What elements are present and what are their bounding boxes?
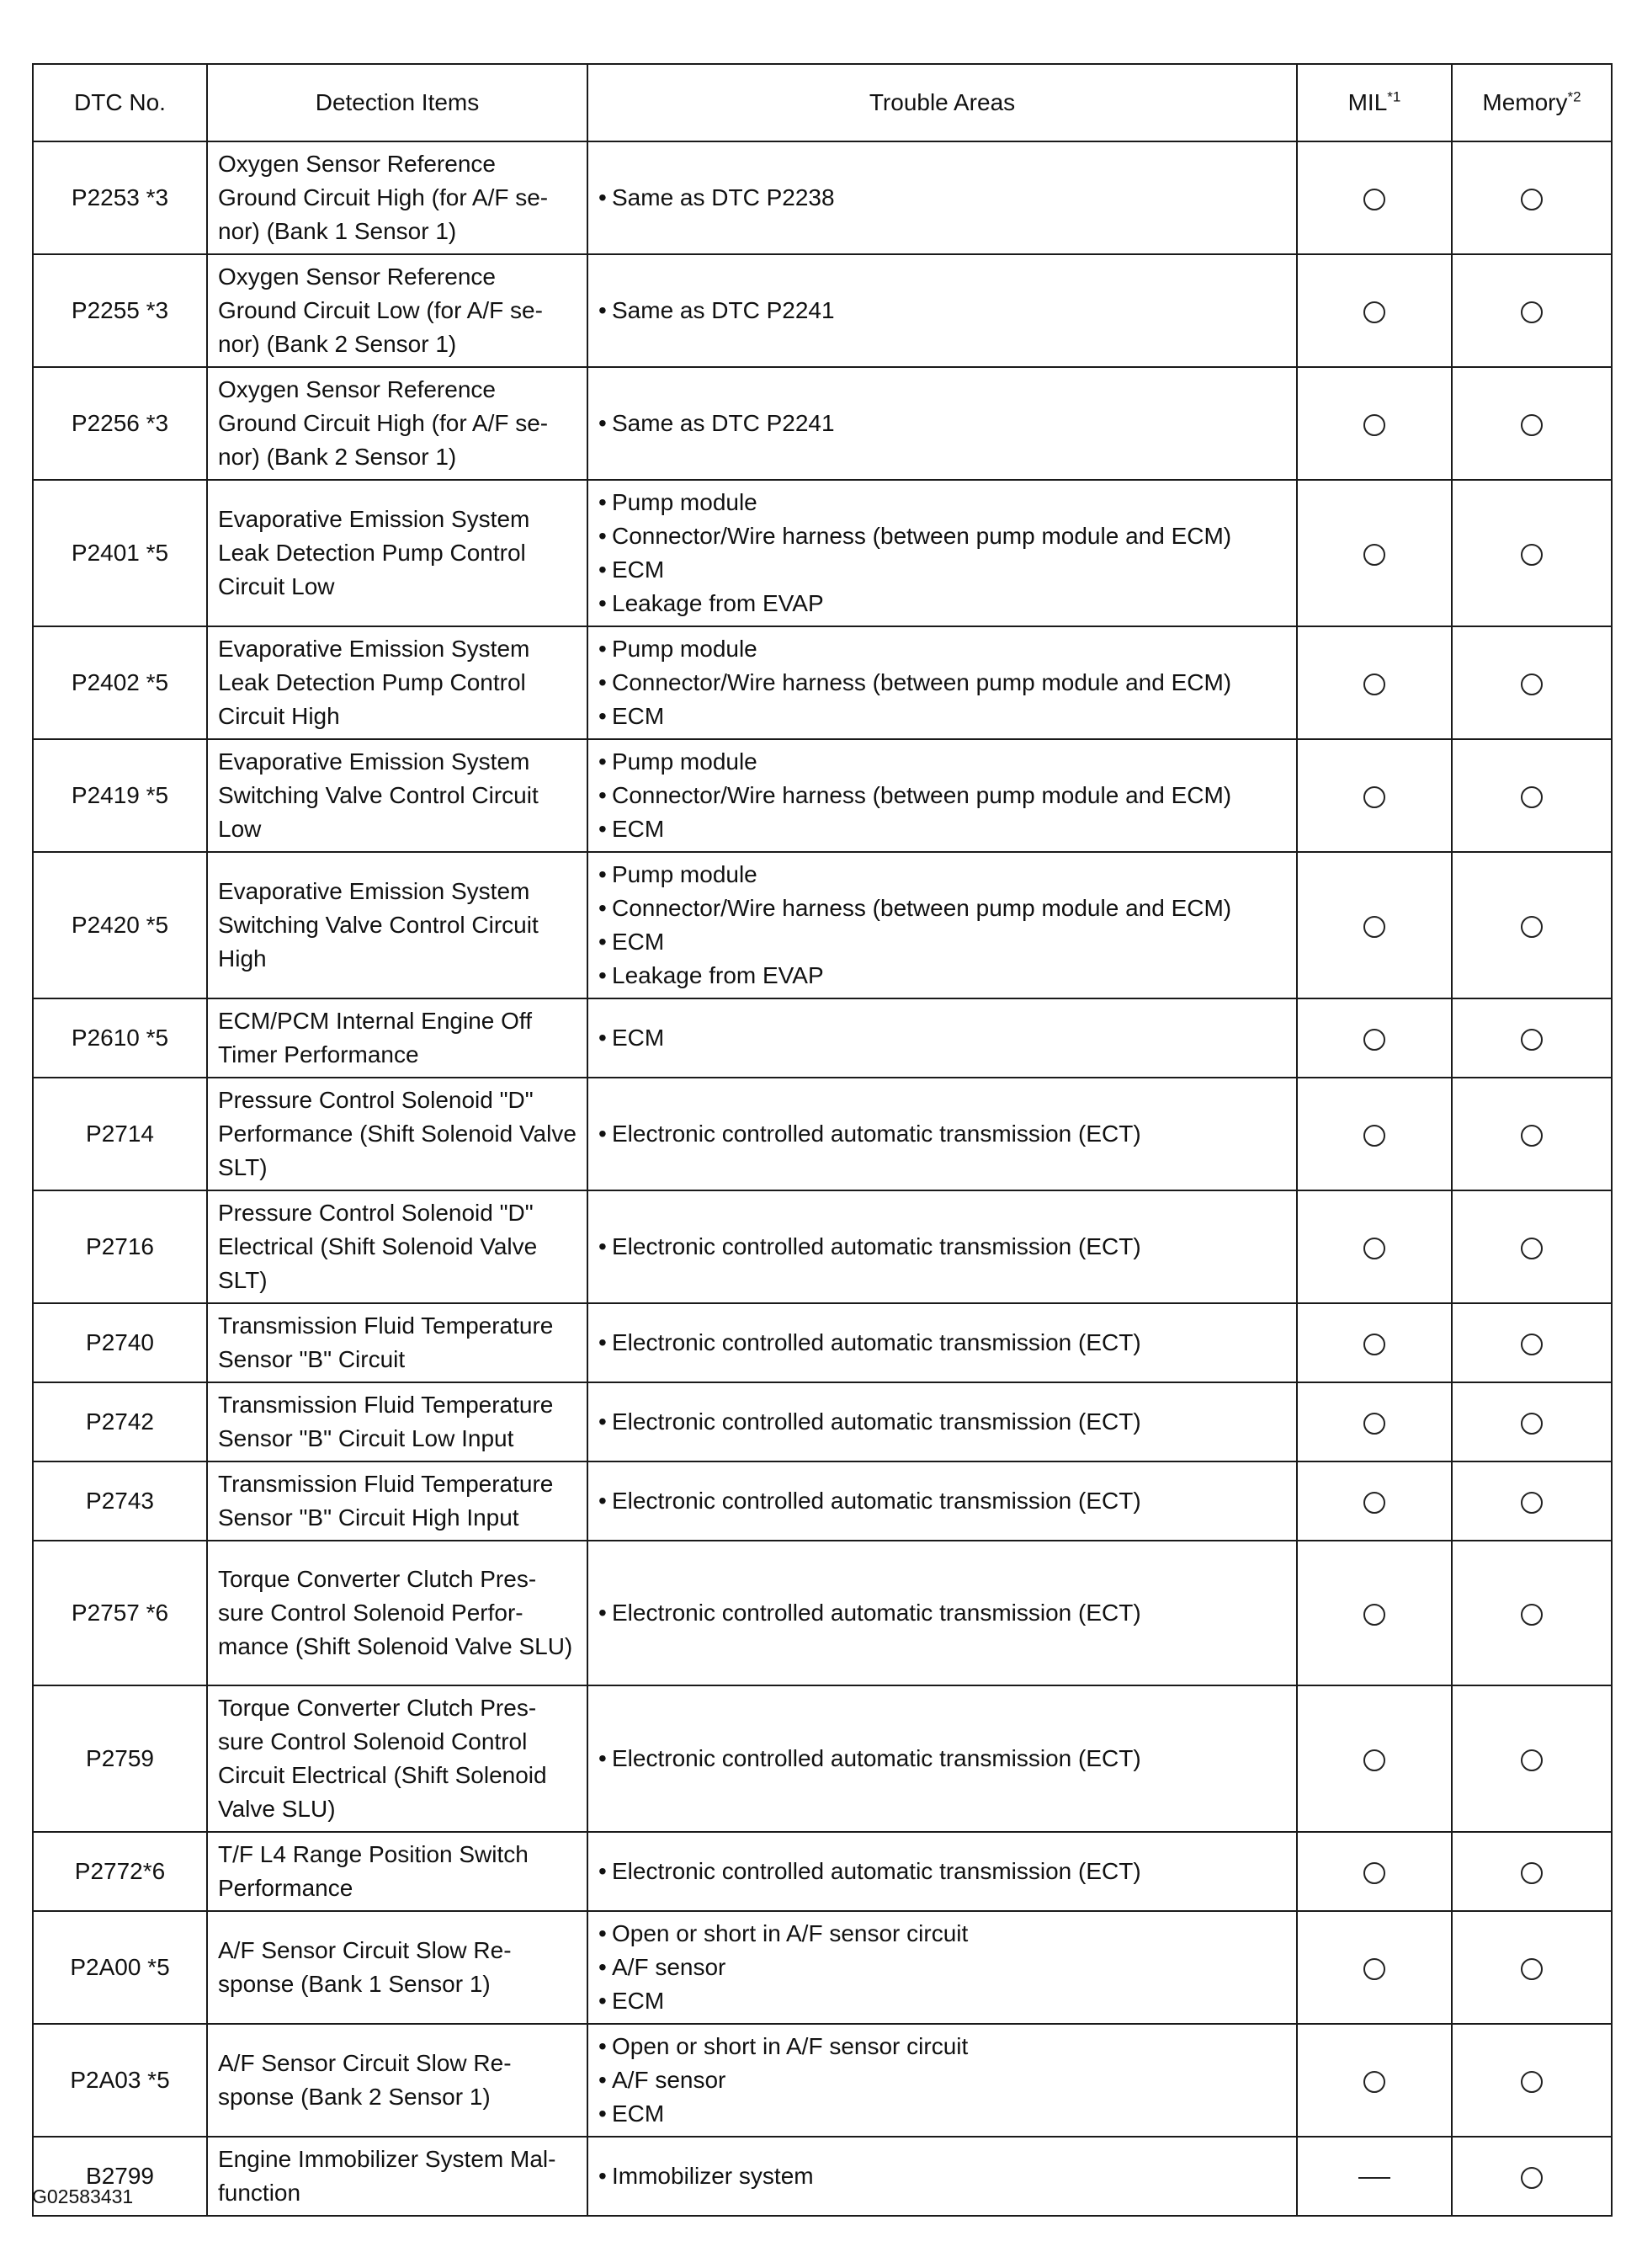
dtc-code: P2740: [33, 1303, 207, 1382]
trouble-area-item: • Connector/Wire harness (between pump module and ECM): [598, 666, 1286, 700]
memory-cell: [1452, 1303, 1612, 1382]
memory-circle-mark: [1521, 1238, 1543, 1259]
trouble-area-item: • Open or short in A/F sensor circuit: [598, 2030, 1286, 2063]
trouble-areas: [587, 1832, 1297, 1911]
dtc-code: B2799: [33, 2137, 207, 2216]
trouble-area-item: • Same as DTC P2241: [598, 407, 1286, 440]
memory-cell: [1452, 1541, 1612, 1685]
memory-circle-mark: [1521, 2071, 1543, 2093]
mil-cell: [1297, 480, 1452, 626]
memory-circle-mark: [1521, 1862, 1543, 1884]
trouble-area-item: • Immobilizer system: [598, 2159, 1286, 2193]
mil-cell: [1297, 626, 1452, 739]
mil-circle-mark: [1363, 1749, 1385, 1771]
mil-cell: [1297, 1832, 1452, 1911]
memory-cell: [1452, 739, 1612, 852]
detection-item: Evaporative Emission System Switching Valve Control Circuit Low: [207, 739, 587, 852]
mil-cell: [1297, 852, 1452, 998]
dtc-code: P2420 *5: [33, 852, 207, 998]
trouble-areas: [587, 254, 1297, 367]
trouble-area-list: [598, 1484, 1286, 1518]
trouble-area-item: • Same as DTC P2238: [598, 181, 1286, 215]
trouble-area-item: • Pump module: [598, 486, 1286, 519]
mil-cell: [1297, 2137, 1452, 2216]
trouble-area-list: [598, 1405, 1286, 1439]
trouble-area-list: [598, 632, 1286, 733]
trouble-area-item: • ECM: [598, 1021, 1286, 1055]
trouble-areas: [587, 1303, 1297, 1382]
dtc-code: P2759: [33, 1685, 207, 1832]
memory-cell: [1452, 2137, 1612, 2216]
trouble-area-item: • Connector/Wire harness (between pump module and ECM): [598, 519, 1286, 553]
mil-cell: [1297, 2024, 1452, 2137]
trouble-areas: [587, 739, 1297, 852]
trouble-area-item: • Connector/Wire harness (between pump module and ECM): [598, 892, 1286, 925]
memory-circle-mark: [1521, 1125, 1543, 1147]
trouble-area-item: • Pump module: [598, 632, 1286, 666]
table-row: [33, 1541, 1612, 1685]
trouble-area-list: [598, 1326, 1286, 1360]
trouble-area-item: • Pump module: [598, 858, 1286, 892]
trouble-areas: [587, 2137, 1297, 2216]
mil-circle-mark: [1363, 1029, 1385, 1051]
detection-item: Transmission Fluid Temperature Sensor "B" Circuit High Input: [207, 1461, 587, 1541]
mil-circle-mark: [1363, 1238, 1385, 1259]
memory-circle-mark: [1521, 414, 1543, 436]
header-memory-footnote: *2: [1567, 88, 1581, 105]
memory-cell: [1452, 1685, 1612, 1832]
detection-item: Evaporative Emission System Leak Detection Pump Control Circuit High: [207, 626, 587, 739]
trouble-area-item: • Electronic controlled automatic transmission (ECT): [598, 1596, 1286, 1630]
memory-circle-mark: [1521, 1604, 1543, 1626]
header-mil-label: MIL: [1347, 89, 1388, 115]
trouble-areas: [587, 367, 1297, 480]
trouble-areas: [587, 852, 1297, 998]
memory-cell: [1452, 998, 1612, 1078]
trouble-area-list: [598, 1742, 1286, 1776]
memory-circle-mark: [1521, 544, 1543, 566]
trouble-area-list: [598, 1917, 1286, 2018]
memory-cell: [1452, 367, 1612, 480]
dtc-table: [32, 63, 1613, 2217]
mil-cell: [1297, 1078, 1452, 1190]
trouble-areas: [587, 1685, 1297, 1832]
header-mil: [1297, 64, 1452, 141]
table-row: [33, 367, 1612, 480]
trouble-area-list: [598, 858, 1286, 993]
detection-item: Transmission Fluid Temperature Sensor "B" Circuit: [207, 1303, 587, 1382]
detection-item: Engine Immobilizer System Mal-function: [207, 2137, 587, 2216]
trouble-area-item: • Leakage from EVAP: [598, 959, 1286, 993]
trouble-area-item: • Pump module: [598, 745, 1286, 779]
mil-circle-mark: [1363, 1862, 1385, 1884]
memory-circle-mark: [1521, 786, 1543, 808]
table-row: [33, 1190, 1612, 1303]
dtc-code: P2714: [33, 1078, 207, 1190]
header-trouble-areas: Trouble Areas: [587, 64, 1297, 141]
mil-circle-mark: [1363, 544, 1385, 566]
mil-circle-mark: [1363, 414, 1385, 436]
memory-cell: [1452, 852, 1612, 998]
trouble-area-list: [598, 1230, 1286, 1264]
table-row: [33, 739, 1612, 852]
trouble-area-item: • ECM: [598, 1984, 1286, 2018]
memory-cell: [1452, 141, 1612, 254]
trouble-area-list: [598, 2030, 1286, 2131]
trouble-area-list: [598, 294, 1286, 327]
trouble-areas: [587, 626, 1297, 739]
trouble-area-item: • Same as DTC P2241: [598, 294, 1286, 327]
table-row: [33, 852, 1612, 998]
dtc-code: P2419 *5: [33, 739, 207, 852]
trouble-area-list: [598, 1596, 1286, 1630]
detection-item: Evaporative Emission System Switching Valve Control Circuit High: [207, 852, 587, 998]
mil-cell: [1297, 1190, 1452, 1303]
dtc-code: P2772*6: [33, 1832, 207, 1911]
memory-circle-mark: [1521, 916, 1543, 938]
trouble-areas: [587, 1190, 1297, 1303]
trouble-area-list: [598, 1855, 1286, 1888]
mil-circle-mark: [1363, 916, 1385, 938]
trouble-areas: [587, 1382, 1297, 1461]
trouble-areas: [587, 998, 1297, 1078]
header-memory-label: Memory: [1482, 89, 1568, 115]
detection-item: Torque Converter Clutch Pres-sure Control Solenoid Control Circuit Electrical (Shift Solenoid Valve SLU): [207, 1685, 587, 1832]
header-detection-items: Detection Items: [207, 64, 587, 141]
mil-cell: [1297, 1911, 1452, 2024]
detection-item: Evaporative Emission System Leak Detection Pump Control Circuit Low: [207, 480, 587, 626]
memory-cell: [1452, 1911, 1612, 2024]
mil-cell: [1297, 1685, 1452, 1832]
trouble-areas: [587, 1541, 1297, 1685]
detection-item: Torque Converter Clutch Pres-sure Control Solenoid Perfor-mance (Shift Solenoid Valve SLU): [207, 1541, 587, 1685]
table-body: [33, 141, 1612, 2216]
trouble-area-list: [598, 1021, 1286, 1055]
mil-cell: [1297, 367, 1452, 480]
trouble-area-item: • ECM: [598, 2097, 1286, 2131]
dtc-code: P2757 *6: [33, 1541, 207, 1685]
dtc-code: P2610 *5: [33, 998, 207, 1078]
memory-circle-mark: [1521, 1413, 1543, 1435]
table-row: [33, 626, 1612, 739]
table-row: [33, 1685, 1612, 1832]
mil-circle-mark: [1363, 189, 1385, 210]
table-row: [33, 1078, 1612, 1190]
mil-circle-mark: [1363, 1958, 1385, 1980]
dtc-code: P2401 *5: [33, 480, 207, 626]
mil-cell: [1297, 141, 1452, 254]
memory-circle-mark: [1521, 301, 1543, 323]
detection-item: Transmission Fluid Temperature Sensor "B" Circuit Low Input: [207, 1382, 587, 1461]
dtc-code: P2402 *5: [33, 626, 207, 739]
memory-circle-mark: [1521, 1334, 1543, 1355]
mil-cell: [1297, 739, 1452, 852]
table-row: [33, 2137, 1612, 2216]
detection-item: Oxygen Sensor Reference Ground Circuit High (for A/F se-nor) (Bank 2 Sensor 1): [207, 367, 587, 480]
dtc-code: P2742: [33, 1382, 207, 1461]
mil-cell: [1297, 1461, 1452, 1541]
trouble-area-item: • Leakage from EVAP: [598, 587, 1286, 620]
trouble-areas: [587, 1461, 1297, 1541]
memory-circle-mark: [1521, 1958, 1543, 1980]
table-row: [33, 1911, 1612, 2024]
detection-item: Oxygen Sensor Reference Ground Circuit Low (for A/F se-nor) (Bank 2 Sensor 1): [207, 254, 587, 367]
mil-cell: [1297, 1303, 1452, 1382]
table-row: [33, 1461, 1612, 1541]
header-dtc-no: DTC No.: [33, 64, 207, 141]
header-mil-footnote: *1: [1387, 88, 1401, 105]
table-row: [33, 1303, 1612, 1382]
trouble-area-item: • ECM: [598, 700, 1286, 733]
mil-circle-mark: [1363, 1492, 1385, 1514]
trouble-area-item: • A/F sensor: [598, 2063, 1286, 2097]
detection-item: T/F L4 Range Position Switch Performance: [207, 1832, 587, 1911]
dtc-code: P2253 *3: [33, 141, 207, 254]
trouble-areas: [587, 1911, 1297, 2024]
trouble-area-item: • ECM: [598, 925, 1286, 959]
trouble-area-list: [598, 486, 1286, 620]
dtc-code: P2716: [33, 1190, 207, 1303]
memory-circle-mark: [1521, 2167, 1543, 2189]
trouble-area-list: [598, 407, 1286, 440]
memory-cell: [1452, 1832, 1612, 1911]
trouble-area-item: • Electronic controlled automatic transmission (ECT): [598, 1326, 1286, 1360]
table-row: [33, 1382, 1612, 1461]
mil-circle-mark: [1363, 786, 1385, 808]
trouble-area-item: • ECM: [598, 553, 1286, 587]
memory-cell: [1452, 480, 1612, 626]
dtc-code: P2A03 *5: [33, 2024, 207, 2137]
memory-circle-mark: [1521, 673, 1543, 695]
table-row: [33, 1832, 1612, 1911]
detection-item: Oxygen Sensor Reference Ground Circuit High (for A/F se-nor) (Bank 1 Sensor 1): [207, 141, 587, 254]
detection-item: A/F Sensor Circuit Slow Re-sponse (Bank 1 Sensor 1): [207, 1911, 587, 2024]
memory-circle-mark: [1521, 189, 1543, 210]
trouble-areas: [587, 480, 1297, 626]
dtc-code: P2A00 *5: [33, 1911, 207, 2024]
trouble-area-item: • Electronic controlled automatic transmission (ECT): [598, 1230, 1286, 1264]
memory-cell: [1452, 1382, 1612, 1461]
trouble-area-item: • A/F sensor: [598, 1951, 1286, 1984]
memory-circle-mark: [1521, 1492, 1543, 1514]
memory-cell: [1452, 626, 1612, 739]
mil-cell: [1297, 254, 1452, 367]
dtc-code: P2743: [33, 1461, 207, 1541]
trouble-area-item: • Connector/Wire harness (between pump module and ECM): [598, 779, 1286, 812]
trouble-area-list: [598, 745, 1286, 846]
detection-item: Pressure Control Solenoid "D" Electrical (Shift Solenoid Valve SLT): [207, 1190, 587, 1303]
table-row: [33, 998, 1612, 1078]
memory-circle-mark: [1521, 1749, 1543, 1771]
mil-circle-mark: [1363, 1604, 1385, 1626]
mil-circle-mark: [1363, 1413, 1385, 1435]
detection-item: ECM/PCM Internal Engine Off Timer Performance: [207, 998, 587, 1078]
mil-circle-mark: [1363, 1334, 1385, 1355]
trouble-area-list: [598, 2159, 1286, 2193]
memory-cell: [1452, 1190, 1612, 1303]
mil-dash-mark: [1358, 2177, 1390, 2179]
mil-circle-mark: [1363, 1125, 1385, 1147]
dtc-code: P2256 *3: [33, 367, 207, 480]
figure-code: G02583431: [32, 2185, 134, 2207]
mil-cell: [1297, 1541, 1452, 1685]
trouble-area-item: • Electronic controlled automatic transmission (ECT): [598, 1742, 1286, 1776]
memory-cell: [1452, 254, 1612, 367]
mil-circle-mark: [1363, 2071, 1385, 2093]
mil-circle-mark: [1363, 673, 1385, 695]
trouble-areas: [587, 2024, 1297, 2137]
memory-cell: [1452, 1461, 1612, 1541]
table-row: [33, 480, 1612, 626]
trouble-area-item: • Open or short in A/F sensor circuit: [598, 1917, 1286, 1951]
trouble-areas: [587, 1078, 1297, 1190]
trouble-area-item: • Electronic controlled automatic transmission (ECT): [598, 1117, 1286, 1151]
trouble-area-item: • ECM: [598, 812, 1286, 846]
table-header: [33, 64, 1612, 141]
trouble-area-item: • Electronic controlled automatic transmission (ECT): [598, 1855, 1286, 1888]
trouble-area-list: [598, 181, 1286, 215]
table-row: [33, 254, 1612, 367]
mil-cell: [1297, 1382, 1452, 1461]
header-row: [33, 64, 1612, 141]
trouble-area-item: • Electronic controlled automatic transmission (ECT): [598, 1484, 1286, 1518]
trouble-areas: [587, 141, 1297, 254]
table-row: [33, 2024, 1612, 2137]
memory-circle-mark: [1521, 1029, 1543, 1051]
dtc-code: P2255 *3: [33, 254, 207, 367]
mil-circle-mark: [1363, 301, 1385, 323]
trouble-area-list: [598, 1117, 1286, 1151]
header-memory: [1452, 64, 1612, 141]
detection-item: A/F Sensor Circuit Slow Re-sponse (Bank 2 Sensor 1): [207, 2024, 587, 2137]
detection-item: Pressure Control Solenoid "D" Performance (Shift Solenoid Valve SLT): [207, 1078, 587, 1190]
memory-cell: [1452, 1078, 1612, 1190]
trouble-area-item: • Electronic controlled automatic transmission (ECT): [598, 1405, 1286, 1439]
table-row: [33, 141, 1612, 254]
memory-cell: [1452, 2024, 1612, 2137]
mil-cell: [1297, 998, 1452, 1078]
